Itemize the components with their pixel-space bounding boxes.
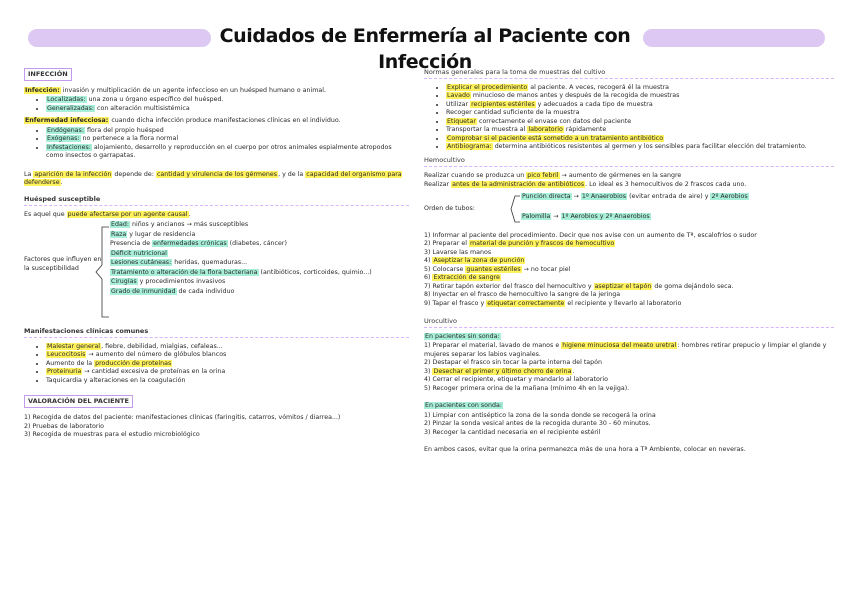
left-column: [24, 68, 409, 443]
enfermedad-types-list: [24, 127, 409, 161]
list-item: 5) Recoger primera orina de la mañana (mínimo 4h en la vejiga).: [424, 384, 630, 392]
list-item: 3) Desechar el primer y último chorro de orina.: [424, 367, 575, 375]
list-item: • Generalizadas: con alteración multisistémica: [46, 105, 409, 114]
list-item: • Comprobar si el paciente está sometido a un tratamiento antibiótico: [446, 135, 834, 144]
list-item: • Antibiograma: determina antibióticos resistentes al germen y los sensibles para facilitar elección del tratamiento.: [446, 143, 834, 152]
list-item: • Leucocitosis → aumento del número de glóbulos blancos: [46, 351, 409, 360]
tubes-palomilla-row: Palomilla → 1º Aerobios y 2º Anaerobios: [522, 212, 650, 220]
list-item: Edad: niños y ancianos → más susceptibles: [111, 221, 249, 229]
list-item: 2) Destapar el frasco sin tocar la parte interna del tapón: [424, 359, 602, 367]
divider: [24, 205, 409, 206]
section-heading-valoracion: VALORACIÓN DEL PACIENTE: [24, 395, 133, 408]
huesped-definition: Es aquel que puede afectarse por un agente causal.: [24, 210, 191, 218]
list-item: 2) Preparar el material de punción y frascos de hemocultivo: [424, 240, 615, 248]
list-item: 4) Aseptizar la zona de punción: [424, 257, 525, 265]
divider: [424, 166, 834, 167]
factors-diagram: [24, 221, 409, 321]
list-item: • Infestaciones: alojamiento, desarrollo y reproducción en el cuerpo por otros animales espialmente atropodos como insectos o garrapatas.: [46, 144, 409, 161]
section-heading-hemocultivo: Hemocultivo: [424, 155, 465, 164]
hemo-line-2: Realizar antes de la administración de antibióticos. Lo ideal es 3 hemocultivos de 2 frascos cada uno.: [424, 181, 747, 189]
brace-icon: [94, 225, 110, 319]
page-title: Cuidados de Enfermería al Paciente con Infección: [219, 25, 631, 73]
normas-list: [424, 84, 834, 152]
list-item: • Exógenas: no pertenece a la flora normal: [46, 135, 409, 144]
list-item: 1) Informar al paciente del procedimiento. Decir que nos avise con un aumento de Tª, escalofríos o sudor: [424, 231, 757, 239]
list-item: 9) Tapar el frasco y etiquetar correctamente el recipiente y llevarlo al laboratorio: [424, 299, 682, 307]
list-item: 6) Extracción de sangre: [424, 274, 500, 282]
divider: [424, 327, 834, 328]
list-item: 7) Retirar tapón exterior del frasco del hemocultivo y aseptizar el tapón de goma dejándolo seca.: [424, 282, 734, 290]
list-item: • Transportar la muestra al laboratorio rápidamente: [446, 126, 834, 135]
brace-icon: [510, 195, 521, 223]
list-item: 2) Pinzar la sonda vesical antes de la recogida durante 30 - 60 minutos.: [424, 420, 651, 428]
list-item: Presencia de enfermedades crónicas (diabetes, cáncer): [110, 240, 287, 248]
list-item: • Taquicardia y alteraciones en la coagulación: [46, 377, 409, 386]
list-item: • Localizadas: una zona u órgano específico del huésped.: [46, 96, 409, 105]
uro-sin-label: En pacientes sin sonda:: [425, 332, 500, 340]
list-item: 8) Inyectar en el frasco de hemocultivo la sangre de la jeringa: [424, 291, 621, 299]
section-heading-infeccion: INFECCIÓN: [24, 68, 72, 81]
tubes-label: Orden de tubos:: [424, 204, 475, 212]
section-hemocultivo: [424, 156, 834, 308]
divider: [24, 337, 409, 338]
list-item: 3) Lavarse las manos: [424, 248, 492, 256]
section-heading-manifestaciones: Manifestaciones clínicas comunes: [24, 327, 149, 336]
hemo-line-1: Realizar cuando se produzca un pico febril → aumento de gérmenes en la sangre: [424, 171, 682, 179]
list-item: • Lavado minucioso de manos antes y después de la recogida de muestras: [446, 92, 834, 101]
list-item: 3) Recogida de muestras para el estudio microbiológico: [24, 431, 200, 439]
valoracion-list: [24, 414, 409, 440]
title-decoration-right: [643, 29, 825, 47]
section-heading-huesped: Huésped susceptible: [24, 194, 101, 203]
list-item: 1) Limpiar con antiséptico la zona de la sonda donde se recogerá la orina: [424, 411, 656, 419]
list-item: • Recoger cantidad suficiente de la muestra: [446, 109, 834, 118]
list-item: Raza y lugar de residencia: [111, 230, 196, 238]
list-item: • Malestar general, fiebre, debilidad, mialgias, cefaleas...: [46, 343, 409, 352]
hemo-steps-list: [424, 232, 834, 309]
list-item: • Proteinuria → cantidad excesiva de proteínas en la orina: [46, 368, 409, 377]
right-column: [424, 68, 834, 456]
section-manifestaciones: [24, 327, 409, 385]
list-item: Tratamiento o alteración de la flora bacteriana (antibióticos, corticoides, quimio...): [111, 268, 372, 276]
list-item: • Aumento de la producción de proteínas: [46, 360, 409, 369]
section-heading-normas: Normas generales para la toma de muestras del cultivo: [424, 68, 606, 76]
list-item: • Utilizar recipientes estériles y adecuados a cada tipo de muestra: [446, 101, 834, 110]
divider: [424, 78, 834, 79]
section-valoracion: [24, 395, 409, 439]
tubes-diagram: [424, 192, 834, 226]
manifestaciones-list: [24, 343, 409, 386]
list-item: Grado de inmunidad de cada individuo: [111, 287, 235, 295]
list-item: • Explicar el procedimiento al paciente. A veces, recogerá él la muestra: [446, 84, 834, 93]
list-item: • Endógenas: flora del propio huésped: [46, 127, 409, 136]
uro-footer: En ambos casos, evitar que la orina permanezca más de una hora a Tª Ambiente, colocar en neveras.: [424, 446, 746, 454]
uro-con-label: En pacientes con sonda:: [425, 402, 502, 410]
factors-list: [110, 221, 400, 297]
uro-sin-list: [424, 342, 834, 393]
section-huesped: [24, 195, 409, 321]
aparicion-text: La aparición de la infección depende de: cantidad y virulencia de los gérmenes, y de la capacidad del organismo para defenderse.: [24, 170, 402, 187]
infeccion-definition: Infección: invasión y multiplicación de un agente infeccioso en un huésped humano o animal.: [25, 86, 326, 94]
section-heading-urocultivo: Urocultivo: [424, 317, 457, 326]
section-normas: [424, 68, 834, 152]
section-urocultivo: [424, 317, 834, 455]
list-item: Lesiones cutáneas: heridas, quemaduras...: [111, 259, 248, 267]
list-item: Cirugías y procedimientos invasivos: [111, 278, 226, 286]
list-item: 4) Cerrar el recipiente, etiquetar y mandarlo al laboratorio: [424, 376, 609, 384]
list-item: 3) Recoger la cantidad necesaria en el recipiente estéril: [424, 428, 601, 436]
uro-con-list: [424, 412, 834, 438]
list-item: • Etiquetar correctamente el envase con datos del paciente: [446, 118, 834, 127]
enfermedad-definition: Enfermedad infecciosa: cuando dicha infección produce manifestaciones clínicas en el individuo.: [25, 117, 341, 125]
list-item: 2) Pruebas de laboratorio: [24, 422, 105, 430]
list-item: 5) Colocarse guantes estériles → no tocar piel: [424, 265, 571, 273]
infeccion-types-list: [24, 96, 409, 113]
tubes-puncion-row: Punción directa → 1º Anaerobios (evitar entrada de aire) y 2º Aerobios: [522, 192, 748, 200]
section-infeccion: [24, 68, 409, 188]
list-item: 1) Recogida de datos del paciente: manifestaciones clínicas (faringitis, catarros, vómitos / diarrea...): [24, 414, 341, 422]
factors-label: Factores que influyen en la susceptibilidad: [24, 256, 102, 272]
list-item: 1) Preparar el material, lavado de manos e higiene minuciosa del meato uretral: hombres retirar prepucio y limpiar el glande y mujeres separar los labios vaginales.: [424, 342, 827, 358]
list-item: Déficit nutricional: [111, 249, 167, 257]
